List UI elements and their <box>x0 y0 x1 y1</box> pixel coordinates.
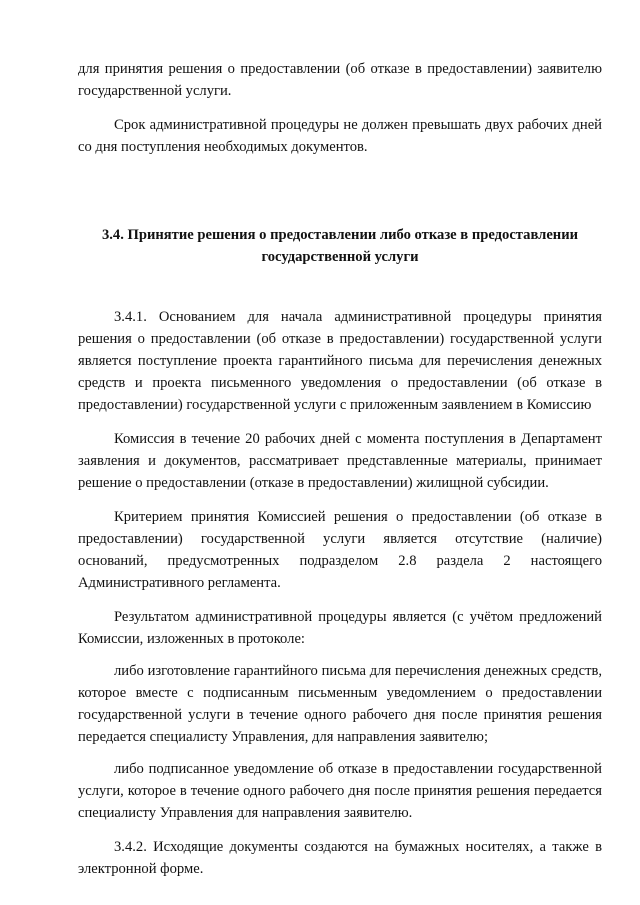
paragraph-3-4-2: 3.4.2. Исходящие документы создаются на бумажных носителях, а также в электронной форме. <box>78 839 602 877</box>
paragraph-result: Результатом административной процедуры является (с учётом предложений Комиссии, изложенных в протоколе: <box>78 609 602 647</box>
paragraph-3-4-1: 3.4.1. Основанием для начала административной процедуры принятия решения о предоставлении (об отказе в предоставлении) государственной услуги является поступление проекта гарантийного письма для перечисления денежных средств и проекта письменного уведомления о предоставлении (об отказе в предоставлении) государственной услуги с приложенным заявлением в Комиссию <box>78 309 602 413</box>
paragraph-procedure-term: Срок административной процедуры не должен превышать двух рабочих дней со дня поступления необходимых документов. <box>78 117 602 155</box>
paragraph-commission-term: Комиссия в течение 20 рабочих дней с момента поступления в Департамент заявления и документов, рассматривает представленные материалы, принимает решение о предоставлении (отказе в предоставлении) жилищной субсидии. <box>78 431 602 491</box>
paragraph-continuation: для принятия решения о предоставлении (об отказе в предоставлении) заявителю государственной услуги. <box>78 61 602 99</box>
paragraph-result-option-refusal: либо подписанное уведомление об отказе в предоставлении государственной услуги, которое в течение одного рабочего дня после принятия решения передается специалисту Управления для направления заявителю. <box>78 761 602 821</box>
paragraph-result-option-guarantee: либо изготовление гарантийного письма для перечисления денежных средств, которое вместе с подписанным письменным уведомлением о предоставлении государственной услуги в течение одного рабочего дня после принятия решения передается специалисту Управления, для направления заявителю; <box>78 663 602 745</box>
section-heading: 3.4. Принятие решения о предоставлении либо отказе в предоставлении государственной услуги <box>101 227 579 265</box>
paragraph-decision-criterion: Критерием принятия Комиссией решения о предоставлении (об отказе в предоставлении) государственной услуги является отсутствие (наличие) оснований, предусмотренных подразделом 2.8 раздела 2 настоящего Административного регламента. <box>78 509 602 591</box>
document-page <box>78 58 602 880</box>
